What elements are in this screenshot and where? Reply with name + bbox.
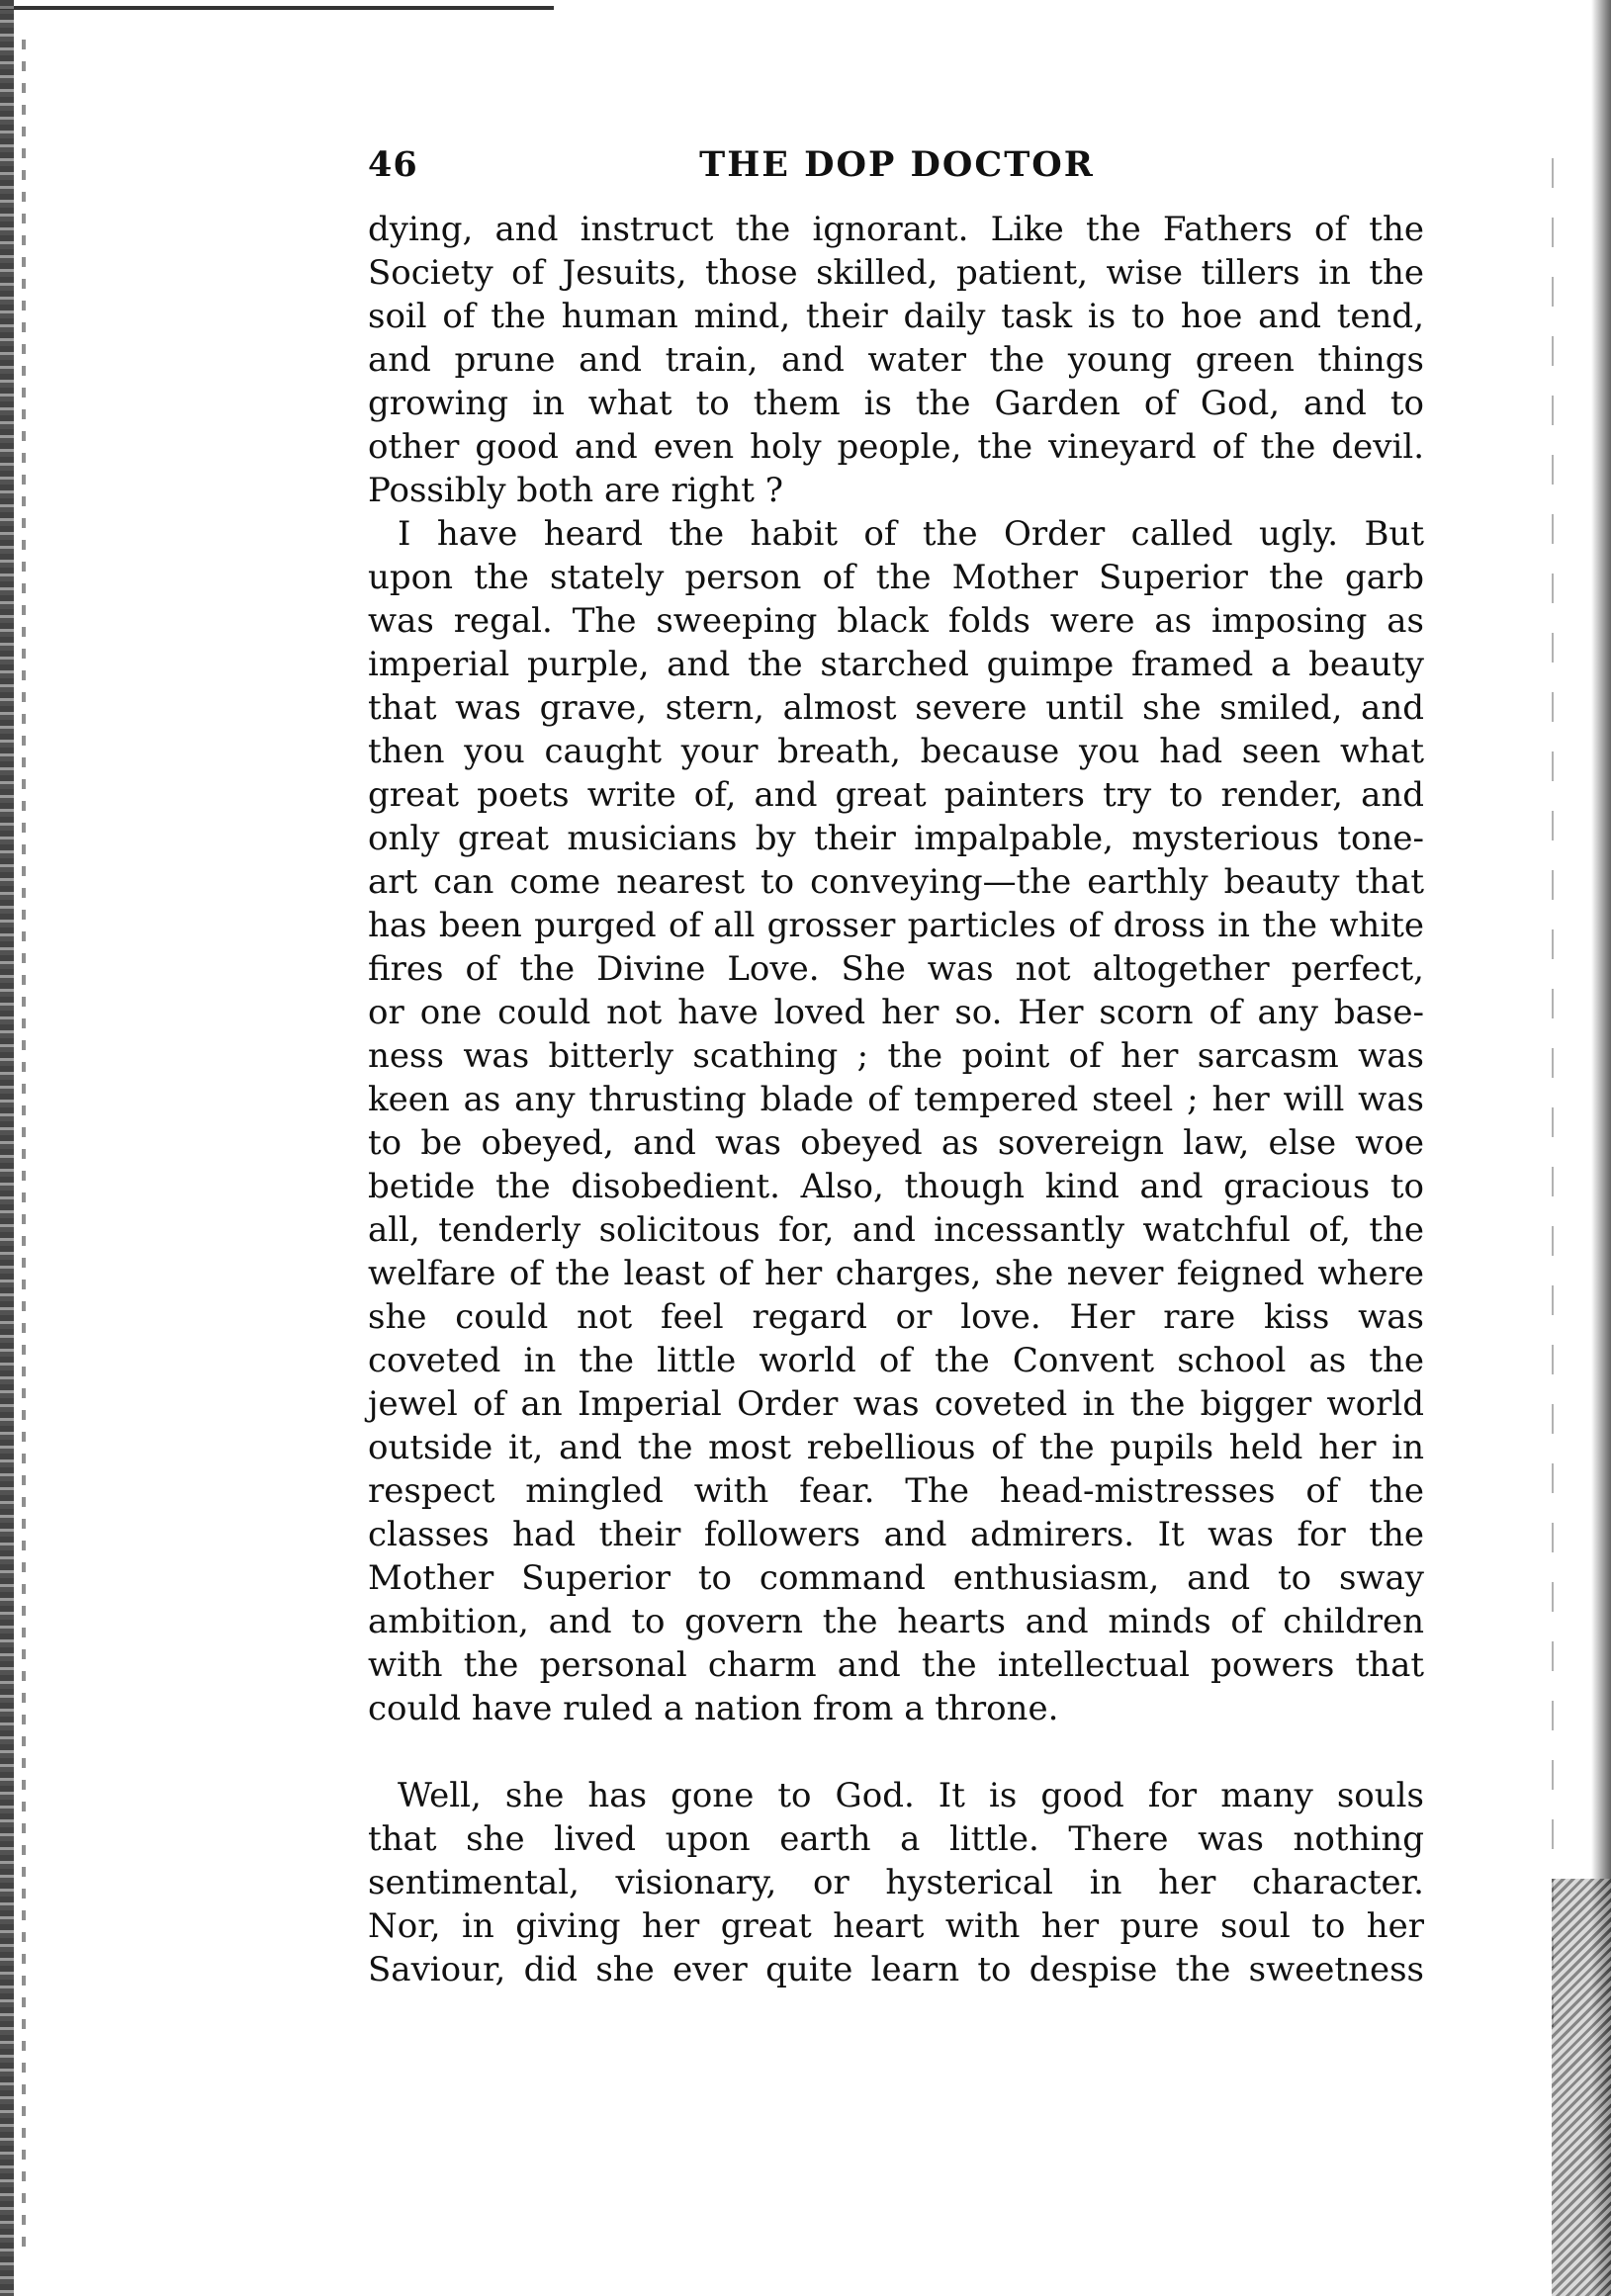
text-line: only great musicians by their impalpable, mysterious tone- (368, 819, 1424, 858)
text-line: ness was bitterly scathing ; the point of her sarcasm was (368, 1036, 1424, 1076)
text-line: then you caught your breath, because you had seen what (368, 732, 1424, 771)
text-line: jewel of an Imperial Order was coveted in the bigger world (368, 1384, 1424, 1424)
scan-binding-left-inner (22, 40, 26, 2254)
text-line: welfare of the least of her charges, she never feigned where (368, 1254, 1424, 1293)
scan-edge-right-line (1552, 158, 1554, 2037)
text-line: classes had their followers and admirers. It was for the (368, 1515, 1424, 1554)
scan-top-rule (0, 6, 554, 10)
paragraph-gap (368, 1730, 1424, 1774)
text-line: respect mingled with fear. The head-mistresses of the (368, 1471, 1424, 1511)
text-line: Mother Superior to command enthusiasm, and to sway (368, 1558, 1424, 1598)
text-line: soil of the human mind, their daily task is to hoe and tend, (368, 297, 1424, 336)
text-line: Saviour, did she ever quite learn to despise the sweetness (368, 1950, 1424, 1989)
text-line: that was grave, stern, almost severe until she smiled, and (368, 688, 1424, 728)
text-line: imperial purple, and the starched guimpe framed a beauty (368, 645, 1424, 684)
text-line: Possibly both are right ? (368, 471, 783, 510)
text-line: all, tenderly solicitous for, and incessantly watchful of, the (368, 1210, 1424, 1250)
text-line: with the personal charm and the intellectual powers that (368, 1645, 1424, 1685)
text-line: I have heard the habit of the Order called ugly. But (398, 514, 1424, 554)
text-line: she could not feel regard or love. Her rare kiss was (368, 1297, 1424, 1337)
text-line: could have ruled a nation from a throne. (368, 1689, 1059, 1728)
text-line: upon the stately person of the Mother Superior the garb (368, 558, 1424, 597)
text-line: Well, she has gone to God. It is good for many souls (398, 1776, 1424, 1815)
text-line: to be obeyed, and was obeyed as sovereign law, else woe (368, 1123, 1424, 1163)
text-line: keen as any thrusting blade of tempered steel ; her will was (368, 1080, 1424, 1119)
text-line: art can come nearest to conveying—the earthly beauty that (368, 862, 1424, 902)
page-header (368, 144, 1426, 200)
text-line: and prune and train, and water the young green things (368, 340, 1424, 380)
text-line: great poets write of, and great painters try to render, and (368, 775, 1424, 815)
text-line: dying, and instruct the ignorant. Like the Fathers of the (368, 210, 1424, 249)
text-line: was regal. The sweeping black folds were as imposing as (368, 601, 1424, 641)
text-line: other good and even holy people, the vineyard of the devil. (368, 427, 1424, 467)
text-line: Nor, in giving her great heart with her pure soul to her (368, 1906, 1424, 1946)
text-line: ambition, and to govern the hearts and minds of children (368, 1602, 1424, 1641)
text-line: has been purged of all grosser particles of dross in the white (368, 906, 1424, 945)
text-line: outside it, and the most rebellious of the pupils held her in (368, 1428, 1424, 1467)
scan-edge-right-shadow (1552, 1879, 1611, 2296)
text-line: or one could not have loved her so. Her scorn of any base- (368, 993, 1424, 1032)
text-line: sentimental, visionary, or hysterical in her character. (368, 1863, 1424, 1902)
body-text (368, 208, 1424, 1991)
text-line: that she lived upon earth a little. There was nothing (368, 1819, 1424, 1859)
running-head: THE DOP DOCTOR (699, 144, 1095, 185)
text-line: growing in what to them is the Garden of God, and to (368, 384, 1424, 423)
page-number: 46 (368, 144, 418, 185)
text-line: fires of the Divine Love. She was not altogether perfect, (368, 949, 1424, 989)
text-line: coveted in the little world of the Convent school as the (368, 1341, 1424, 1380)
text-line: betide the disobedient. Also, though kind and gracious to (368, 1167, 1424, 1206)
scan-binding-left (0, 0, 14, 2296)
text-line: Society of Jesuits, those skilled, patient, wise tillers in the (368, 253, 1424, 293)
